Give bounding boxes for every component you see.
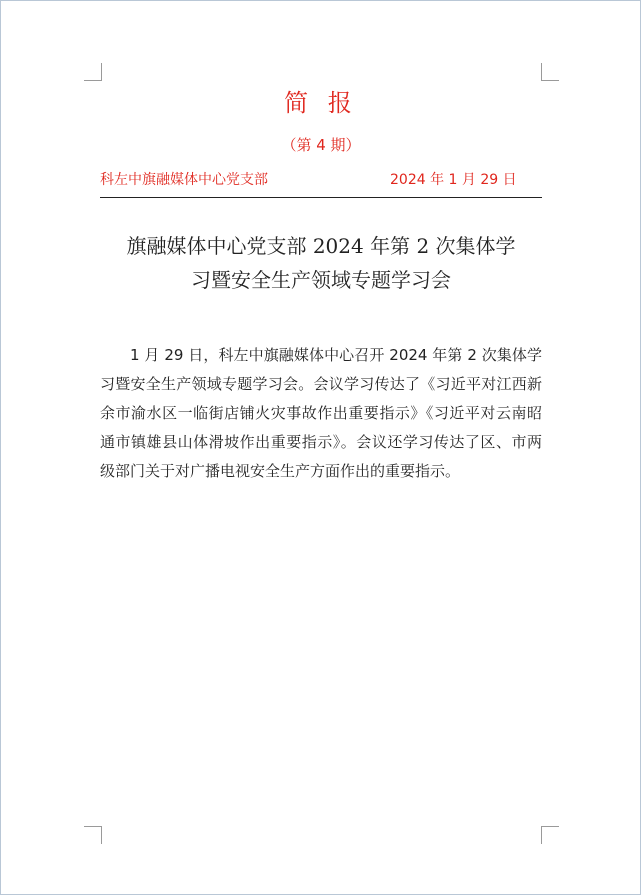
header-divider — [100, 197, 542, 198]
article-headline — [101, 229, 541, 297]
top-left-margin-mark — [84, 63, 102, 81]
bottom-right-margin-mark — [541, 826, 559, 844]
bottom-left-margin-mark — [84, 826, 102, 844]
headline-line-2: 习暨安全生产领域专题学习会 — [191, 268, 451, 292]
issue-number: （第 4 期） — [281, 136, 361, 154]
headline-line-1: 旗融媒体中心党支部 2024 年第 2 次集体学 — [126, 234, 516, 258]
article-body: 1 月 29 日，科左中旗融媒体中心召开 2024 年第 2 次集体学习暨安全生产领域专题学习会。会议学习传达了《习近平对江西新余市渝水区一临街店铺火灾事故作出重要指示》《习近平对云南昭通市镇雄县山体滑坡作出重要指示》。会议还学习传达了区、市两级部门关于对广播电视安全生产方面作出的重要指示。 — [100, 346, 542, 480]
issuer-name: 科左中旗融媒体中心党支部 — [100, 172, 268, 188]
top-right-margin-mark — [541, 63, 559, 81]
bulletin-masthead: 简 报 — [284, 89, 358, 117]
issue-date: 2024 年 1 月 29 日 — [390, 172, 517, 188]
issuer-date-row — [100, 170, 542, 192]
